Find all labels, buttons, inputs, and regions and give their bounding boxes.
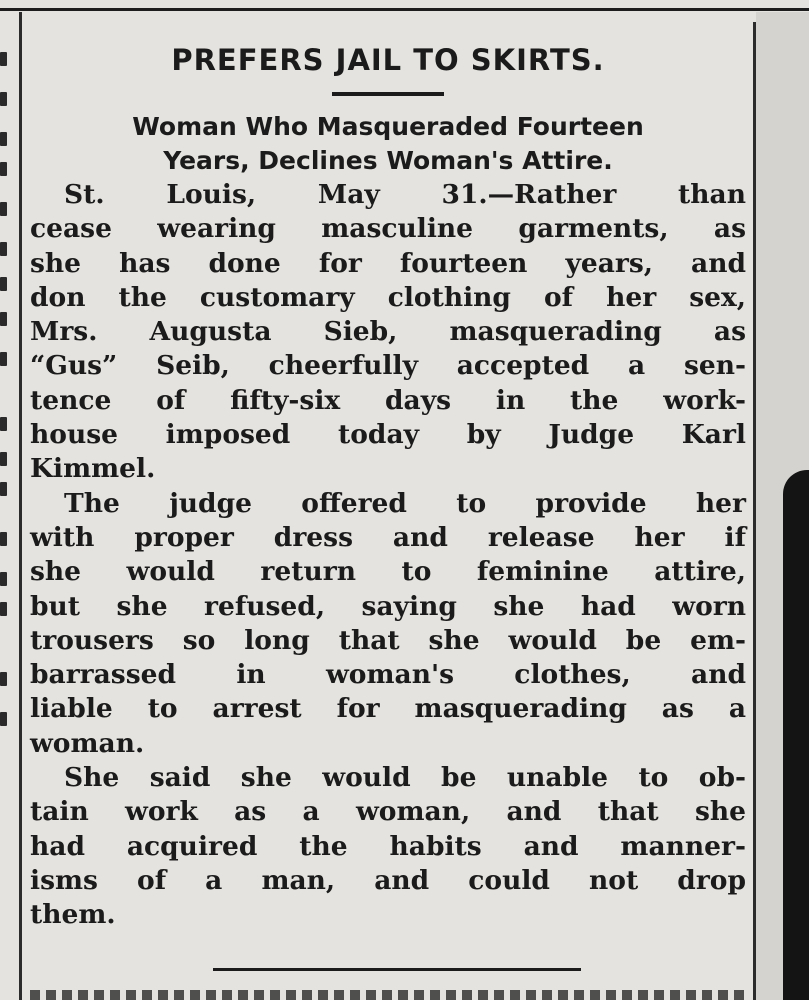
article-line: tain work as a woman, and that she: [30, 796, 746, 828]
subheadline-line: Years, Declines Woman's Attire.: [163, 146, 613, 175]
article-line: The judge offered to provide her: [64, 487, 746, 519]
article-line: She said she would be unable to ob-: [64, 762, 746, 794]
article-line: isms of a man, and could not drop: [30, 864, 746, 896]
article-line: but she refused, saying she had worn: [30, 590, 746, 622]
article-line: “Gus” Seib, cheerfully accepted a sen-: [30, 350, 746, 382]
top-column-rule: [0, 8, 809, 11]
article-paragraph: [30, 761, 746, 932]
article: [30, 30, 746, 933]
article-paragraph: [30, 178, 746, 487]
article-line: them.: [30, 899, 116, 931]
article-line: tence of fifty-six days in the work-: [30, 384, 746, 416]
headline: PREFERS JAIL TO SKIRTS.: [171, 43, 605, 77]
left-column-rule: [19, 12, 22, 1000]
article-body: [30, 178, 746, 933]
article-line: Kimmel.: [30, 453, 156, 485]
headline-divider: [332, 92, 444, 96]
article-end-rule: [213, 968, 581, 971]
article-line: liable to arrest for masquerading as a: [30, 693, 746, 725]
article-line: don the customary clothing of her sex,: [30, 281, 746, 313]
article-line: Mrs. Augusta Sieb, masquerading as: [30, 316, 746, 348]
article-line: she would return to feminine attire,: [30, 556, 746, 588]
subheadline: [30, 110, 746, 178]
next-article-fragment: [30, 990, 746, 1000]
article-line: with proper dress and release her if: [30, 521, 746, 553]
article-line: she has done for fourteen years, and: [30, 247, 746, 279]
subheadline-line: Woman Who Masqueraded Fourteen: [132, 112, 644, 141]
article-line: had acquired the habits and manner-: [30, 830, 746, 862]
adjacent-column-fragment: [0, 12, 12, 1000]
dark-image-fragment: [783, 470, 809, 1000]
article-paragraph: [30, 487, 746, 761]
article-line: woman.: [30, 727, 145, 759]
article-line: cease wearing masculine garments, as: [30, 213, 746, 245]
article-line: trousers so long that she would be em-: [30, 624, 746, 656]
article-line: St. Louis, May 31.—Rather than: [64, 179, 746, 210]
article-line: house imposed today by Judge Karl: [30, 419, 746, 451]
article-line: barrassed in woman's clothes, and: [30, 659, 746, 691]
